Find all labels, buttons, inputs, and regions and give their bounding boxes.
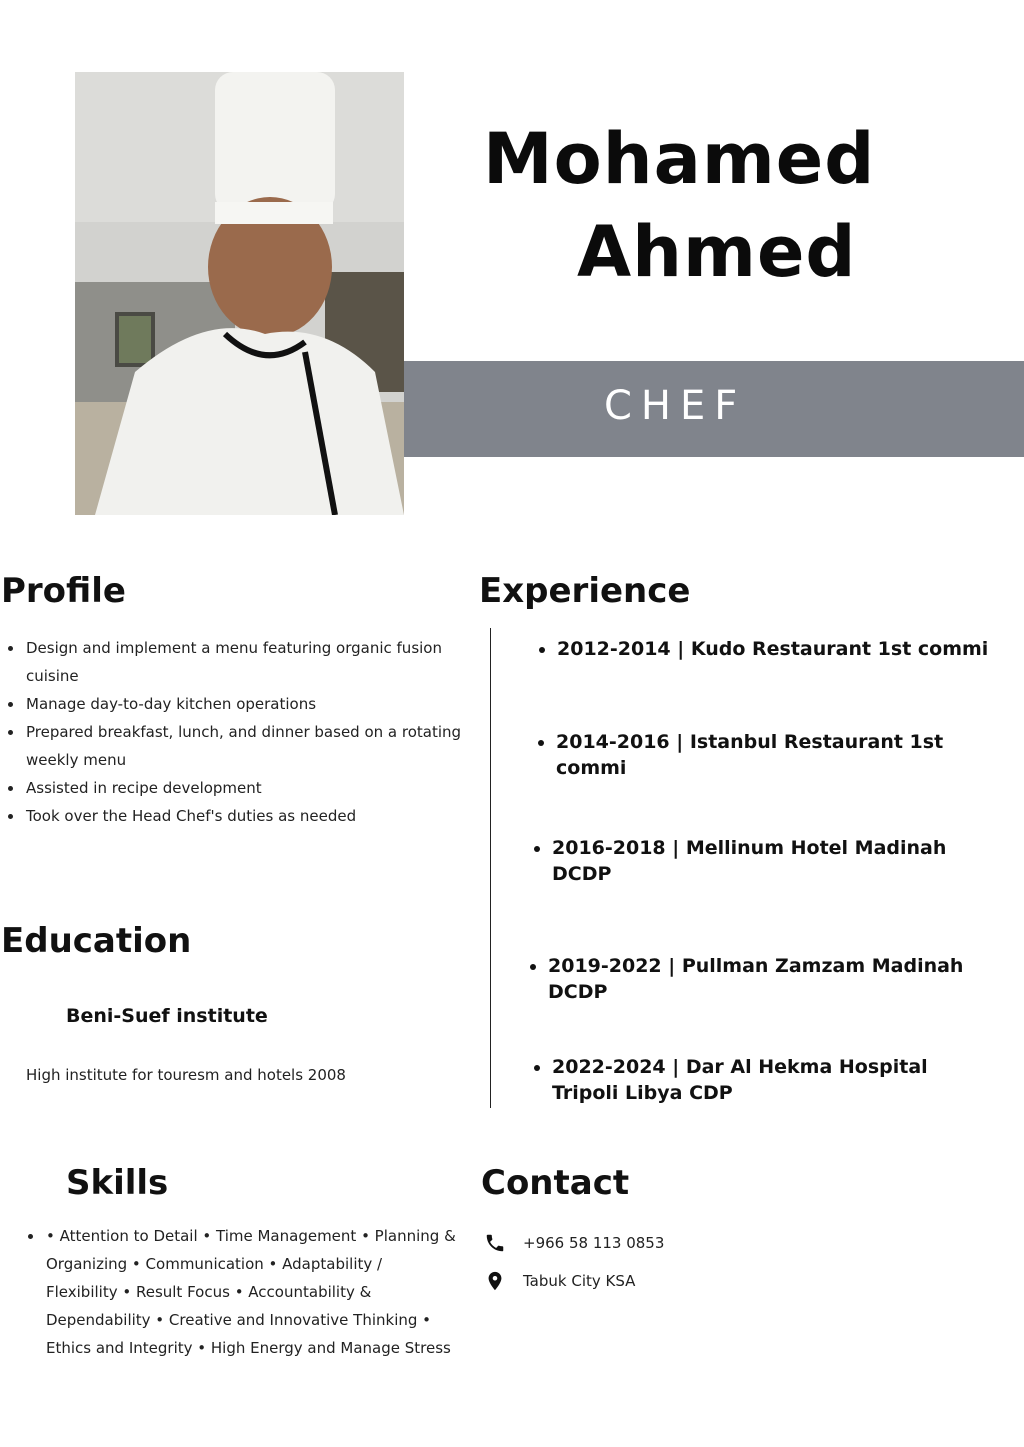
skills-list: • Attention to Detail • Time Management • Planning & Organizing • Communication • Adaptability / Flexibility • Result Focus • Accountability & Dependability • Creative and Innovative Thinking • Ethics and Integrity • High Energy and Manage Stress (26, 1222, 456, 1362)
phone-icon (484, 1232, 506, 1254)
job-title: CHEF (604, 383, 747, 429)
last-name: Ahmed (577, 211, 857, 293)
education-heading: Education (1, 921, 192, 961)
experience-item: 2012-2014 | Kudo Restaurant 1st commi (537, 636, 997, 662)
profile-heading: Profile (1, 571, 126, 611)
profile-item: Prepared breakfast, lunch, and dinner based on a rotating weekly menu (1, 718, 471, 774)
profile-item: Manage day-to-day kitchen operations (1, 690, 471, 718)
profile-item: Design and implement a menu featuring organic fusion cuisine (1, 634, 471, 690)
experience-item: 2022-2024 | Dar Al Hekma Hospital Tripoli Libya CDP (532, 1054, 992, 1106)
experience-item: 2014-2016 | Istanbul Restaurant 1st commi (536, 729, 996, 781)
education-detail: High institute for touresm and hotels 2008 (26, 1066, 346, 1084)
profile-list (1, 634, 471, 830)
profile-item: Assisted in recipe development (1, 774, 471, 802)
education-school: Beni-Suef institute (66, 1005, 268, 1027)
skills-heading: Skills (66, 1163, 169, 1203)
contact-heading: Contact (481, 1163, 630, 1203)
contact-phone (484, 1231, 664, 1255)
experience-item: 2019-2022 | Pullman Zamzam Madinah DCDP (528, 953, 1018, 1005)
experience-heading: Experience (479, 571, 691, 611)
profile-item: Took over the Head Chef's duties as needed (1, 802, 471, 830)
map-pin-icon (484, 1270, 506, 1292)
phone-number: +966 58 113 0853 (523, 1234, 665, 1252)
profile-photo (75, 72, 404, 515)
first-name: Mohamed (483, 118, 876, 200)
experience-item: 2016-2018 | Mellinum Hotel Madinah DCDP (532, 835, 992, 887)
location-text: Tabuk City KSA (523, 1272, 636, 1290)
column-divider (490, 628, 491, 1108)
contact-location (484, 1269, 635, 1293)
